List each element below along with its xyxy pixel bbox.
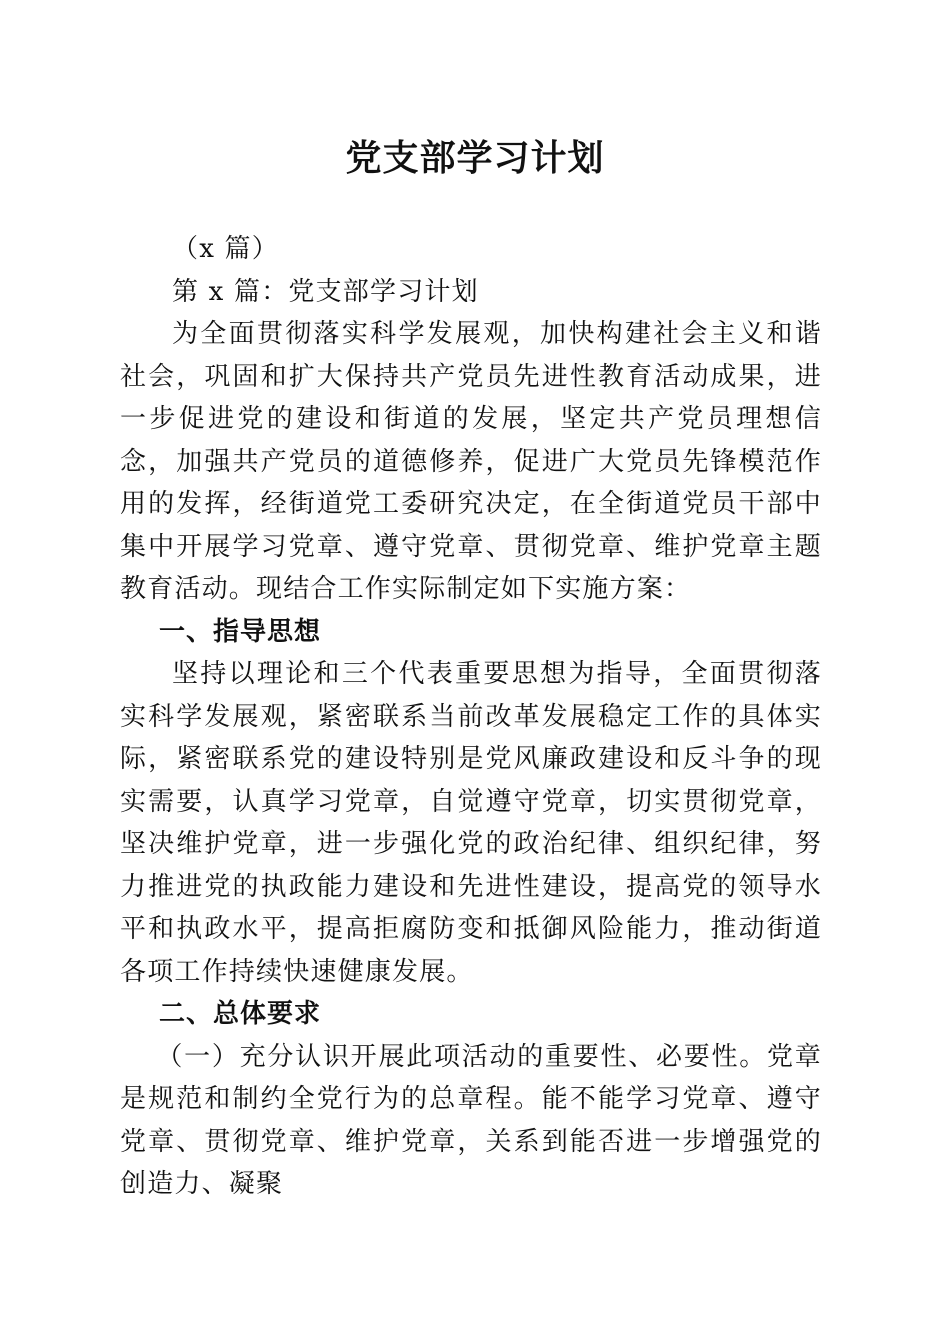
document-title: 党支部学习计划 <box>345 137 605 179</box>
chapter-heading: 第 x 篇：党支部学习计划 <box>172 276 479 307</box>
subtitle-count: （x 篇） <box>172 234 279 264</box>
section-paragraph-general-requirements: （一）充分认识开展此项活动的重要性、必要性。党章是规范和制约全党行为的总章程。能不能学习党章、遵守党章、贯彻党章、维护党章，关系到能否进一步增强党的创造力、凝聚 <box>120 1041 822 1199</box>
document-body <box>120 228 822 1206</box>
section-heading-general-requirements: 二、总体要求 <box>159 999 322 1029</box>
intro-paragraph: 为全面贯彻落实科学发展观，加快构建社会主义和谐社会，巩固和扩大保持共产党员先进性教育活动成果，进一步促进党的建设和街道的发展，坚定共产党员理想信念，加强共产党员的道德修养，促进广大党员先锋模范作用的发挥，经街道党工委研究决定，在全街道党员干部中集中开展学习党章、遵守党章、贯彻党章、维护党章主题教育活动。现结合工作实际制定如下实施方案： <box>120 319 822 604</box>
section-heading-guiding-thought: 一、指导思想 <box>159 616 322 647</box>
section-paragraph-guiding-thought: 坚持以理论和三个代表重要思想为指导，全面贯彻落实科学发展观，紧密联系当前改革发展稳定工作的具体实际，紧密联系党的建设特别是党风廉政建设和反斗争的现实需要，认真学习党章，自觉遵守党章，切实贯彻党章，坚决维护党章，进一步强化党的政治纪律、组织纪律，努力推进党的执政能力建设和先进性建设，提高党的领导水平和执政水平，提高拒腐防变和抵御风险能力，推动街道各项工作持续快速健康发展。 <box>120 659 822 987</box>
